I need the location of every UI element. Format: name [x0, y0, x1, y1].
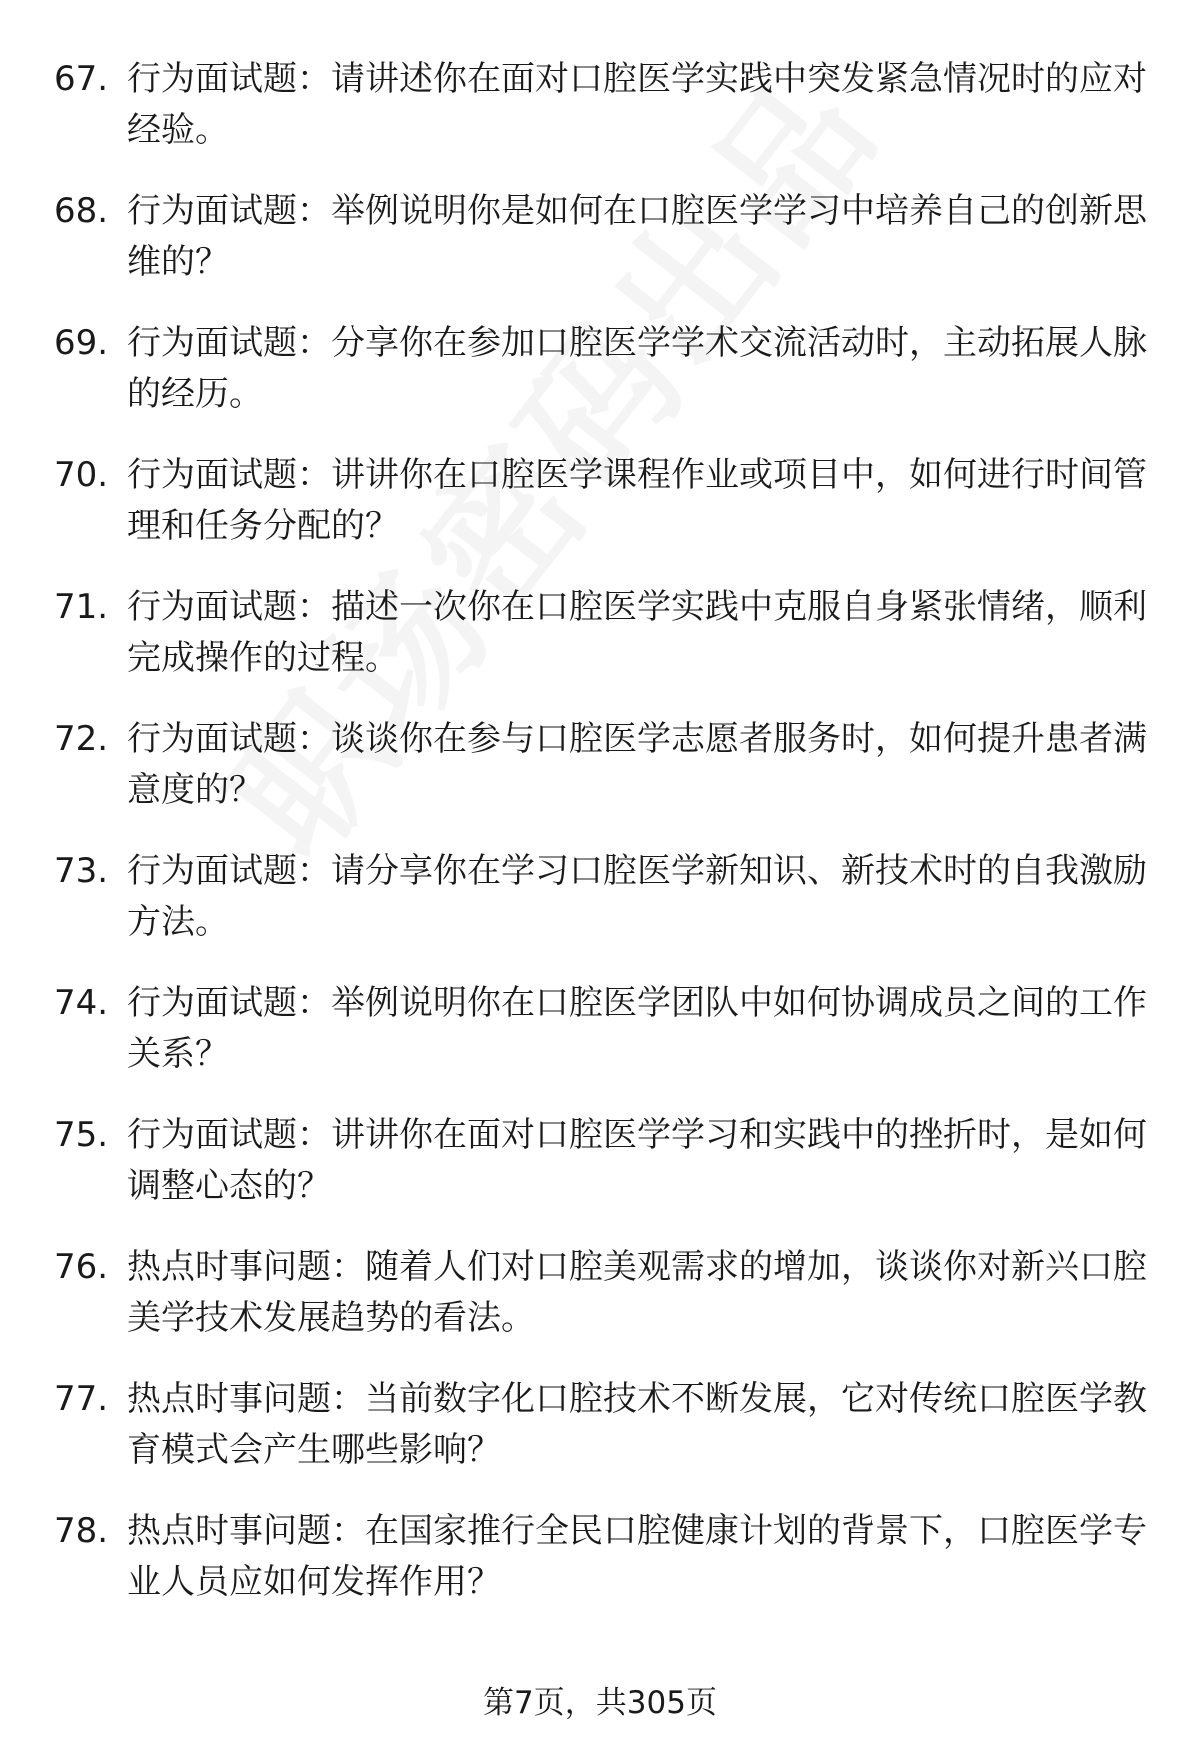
question-number: 78. — [54, 1511, 109, 1551]
list-item — [0, 1374, 1200, 1506]
question-number: 70. — [54, 455, 109, 495]
list-item — [0, 1110, 1200, 1242]
question-text: 行为面试题：讲讲你在口腔医学课程作业或项目中，如何进行时间管理和任务分配的？ — [127, 455, 1147, 546]
question-text: 行为面试题：谈谈你在参与口腔医学志愿者服务时，如何提升患者满意度的？ — [127, 719, 1147, 810]
question-text: 行为面试题：讲讲你在面对口腔医学学习和实践中的挫折时，是如何调整心态的？ — [127, 1115, 1147, 1206]
question-number: 74. — [54, 983, 109, 1023]
question-list — [0, 54, 1200, 1638]
list-item — [0, 846, 1200, 978]
list-item — [0, 1506, 1200, 1638]
list-item — [0, 714, 1200, 846]
list-item — [0, 1242, 1200, 1374]
question-number: 72. — [54, 719, 109, 759]
list-item — [0, 318, 1200, 450]
question-text: 行为面试题：举例说明你在口腔医学团队中如何协调成员之间的工作关系？ — [127, 983, 1147, 1074]
question-number: 67. — [54, 59, 109, 99]
question-number: 76. — [54, 1247, 109, 1287]
list-item — [0, 582, 1200, 714]
question-text: 行为面试题：请讲述你在面对口腔医学实践中突发紧急情况时的应对经验。 — [127, 59, 1147, 150]
list-item — [0, 186, 1200, 318]
question-text: 热点时事问题：在国家推行全民口腔健康计划的背景下，口腔医学专业人员应如何发挥作用？ — [127, 1511, 1147, 1602]
question-text: 热点时事问题：当前数字化口腔技术不断发展，它对传统口腔医学教育模式会产生哪些影响？ — [127, 1379, 1147, 1470]
question-number: 71. — [54, 587, 109, 627]
question-number: 77. — [54, 1379, 109, 1419]
page-footer: 第7页，共305页 — [483, 1685, 717, 1721]
question-number: 68. — [54, 191, 109, 231]
question-text: 热点时事问题：随着人们对口腔美观需求的增加，谈谈你对新兴口腔美学技术发展趋势的看法。 — [127, 1247, 1147, 1338]
list-item — [0, 978, 1200, 1110]
question-text: 行为面试题：分享你在参加口腔医学学术交流活动时，主动拓展人脉的经历。 — [127, 323, 1147, 414]
question-number: 75. — [54, 1115, 109, 1155]
question-number: 69. — [54, 323, 109, 363]
question-text: 行为面试题：举例说明你是如何在口腔医学学习中培养自己的创新思维的？ — [127, 191, 1147, 282]
list-item — [0, 54, 1200, 186]
question-text: 行为面试题：请分享你在学习口腔医学新知识、新技术时的自我激励方法。 — [127, 851, 1147, 942]
question-number: 73. — [54, 851, 109, 891]
question-text: 行为面试题：描述一次你在口腔医学实践中克服自身紧张情绪，顺利完成操作的过程。 — [127, 587, 1147, 678]
list-item — [0, 450, 1200, 582]
